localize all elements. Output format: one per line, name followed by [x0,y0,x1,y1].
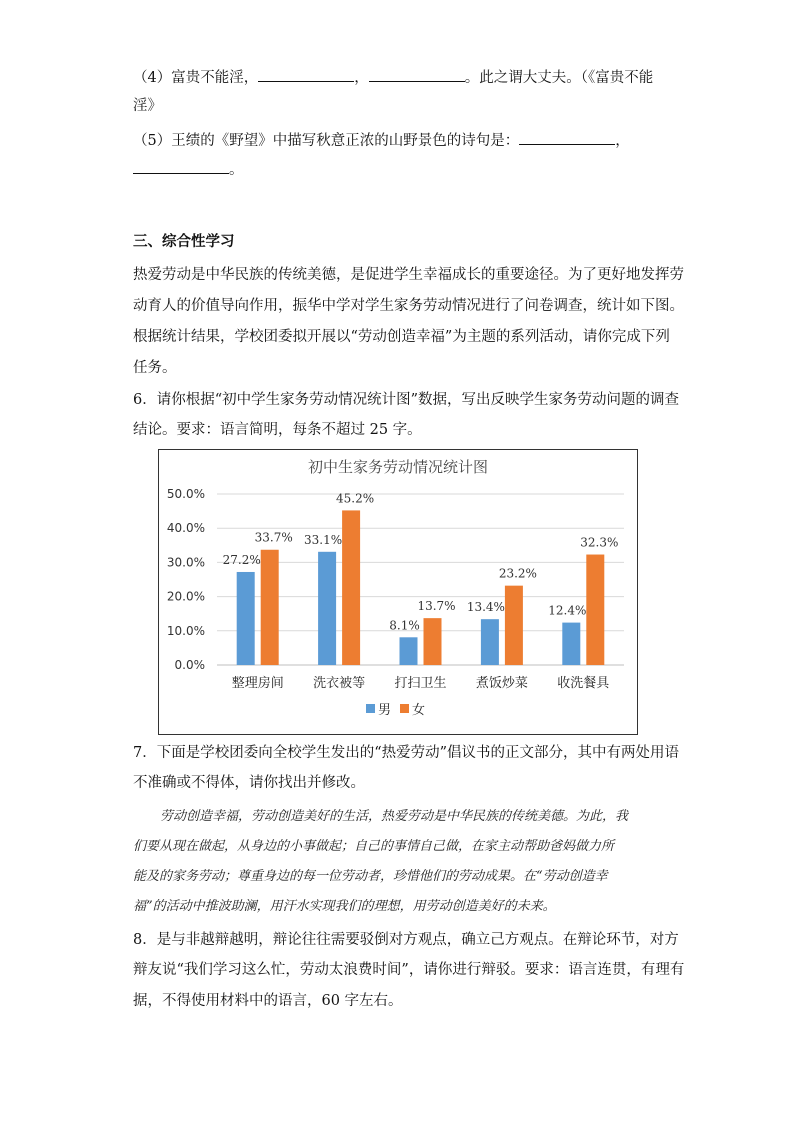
q4-line2: 淫》 [133,98,162,114]
y-tick-label: 0.0% [174,658,205,672]
intro-line-4: 任务。 [133,360,177,376]
passage-line-3: 能及的家务劳动；尊重身边的每一位劳动者，珍惜他们的劳动成果。在“劳动创造幸 [133,869,608,884]
bar-female [424,618,442,665]
bar-male [318,552,336,665]
bar-male [562,623,580,665]
category-label: 整理房间 [231,676,284,691]
bar-female [505,586,523,665]
q4-blank-1[interactable] [258,67,354,82]
data-label: 32.3% [580,535,619,550]
household-labor-chart [158,449,638,735]
passage-line-2: 们要从现在做起，从身边的小事做起；自己的事情自己做，在家主动帮助爸妈做力所 [133,839,615,854]
section-heading: 三、综合性学习 [133,233,235,250]
y-tick-label: 40.0% [166,521,205,536]
q7-line-1: 7．下面是学校团委向全校学生发出的“热爱劳动”倡议书的正文部分，其中有两处用语 [133,745,680,761]
legend-label: 男 [378,703,392,718]
q8-line-2: 辩友说“我们学习这么忙，劳动太浪费时间”，请你进行辩驳。要求：语言连贯，有理有 [133,962,685,978]
intro-line-1: 热爱劳动是中华民族的传统美德，是促进学生幸福成长的重要途径。为了更好地发挥劳 [133,267,684,283]
data-label: 13.7% [417,599,456,614]
q4-blank-2[interactable] [369,67,465,82]
data-label: 33.1% [304,532,343,547]
data-label: 23.2% [498,566,537,581]
data-label: 8.1% [389,618,420,633]
bar-male [481,619,499,665]
data-label: 33.7% [254,530,293,545]
intro-line-2: 动育人的价值导向作用，振华中学对学生家务劳动情况进行了问卷调查，统计如下图。 [133,298,684,314]
category-label: 煮饭炒菜 [475,676,528,691]
data-label: 27.2% [222,552,261,567]
category-label: 收洗餐具 [557,676,610,691]
category-label: 打扫卫生 [394,676,447,691]
bar-female [342,510,360,665]
y-tick-label: 30.0% [166,555,205,570]
q4-line1 [133,67,653,88]
category-label: 洗衣被等 [313,676,366,691]
data-label: 12.4% [548,603,587,618]
bar-male [237,572,255,665]
legend-swatch-male [366,704,375,713]
legend-label: 女 [412,703,426,718]
passage-line-4: 福”的活动中推波助澜，用汗水实现我们的理想，用劳动创造美好的未来。 [133,899,556,914]
q5-sep: ， [615,133,630,149]
data-label: 13.4% [466,600,505,615]
passage-line-1: 劳动创造幸福，劳动创造美好的生活，热爱劳动是中华民族的传统美德。为此，我 [160,809,629,824]
q5-blank-1[interactable] [519,130,615,145]
q8-line-1: 8．是与非越辩越明，辩论往往需要驳倒对方观点，确立己方观点。在辩论环节，对方 [133,932,679,948]
q4-prefix: （4）富贵不能淫， [133,70,259,86]
q5-line2 [133,159,244,180]
chart-title: 初中生家务劳动情况统计图 [307,458,489,476]
data-label: 45.2% [336,491,375,506]
q4-sep: ， [354,70,369,86]
bar-female [586,555,604,665]
bar-male [400,637,418,665]
q4-suffix: 。此之谓大丈夫。（《富贵不能 [464,70,654,86]
q5-prefix: （5）王绩的《野望》中描写秋意正浓的山野景色的诗句是： [133,133,520,149]
q7-line-2: 不准确或不得体，请你找出并修改。 [133,775,365,791]
y-tick-label: 10.0% [166,623,205,638]
y-tick-label: 50.0% [166,487,205,501]
chart-svg [159,450,637,734]
intro-line-3: 根据统计结果，学校团委拟开展以“劳动创造幸福”为主题的系列活动，请你完成下列 [133,329,670,345]
bar-female [261,550,279,665]
y-tick-label: 20.0% [166,589,205,604]
q5-blank-2[interactable] [133,159,229,174]
q5-line1 [133,130,630,151]
q5-end: 。 [229,162,244,178]
q8-line-3: 据，不得使用材料中的语言，60 字左右。 [133,993,403,1009]
q6-line-2: 结论。要求：语言简明，每条不超过 25 字。 [133,422,422,438]
legend-swatch-female [400,704,409,713]
q6-line-1: 6．请你根据“初中学生家务劳动情况统计图”数据，写出反映学生家务劳动问题的调查 [133,392,680,408]
